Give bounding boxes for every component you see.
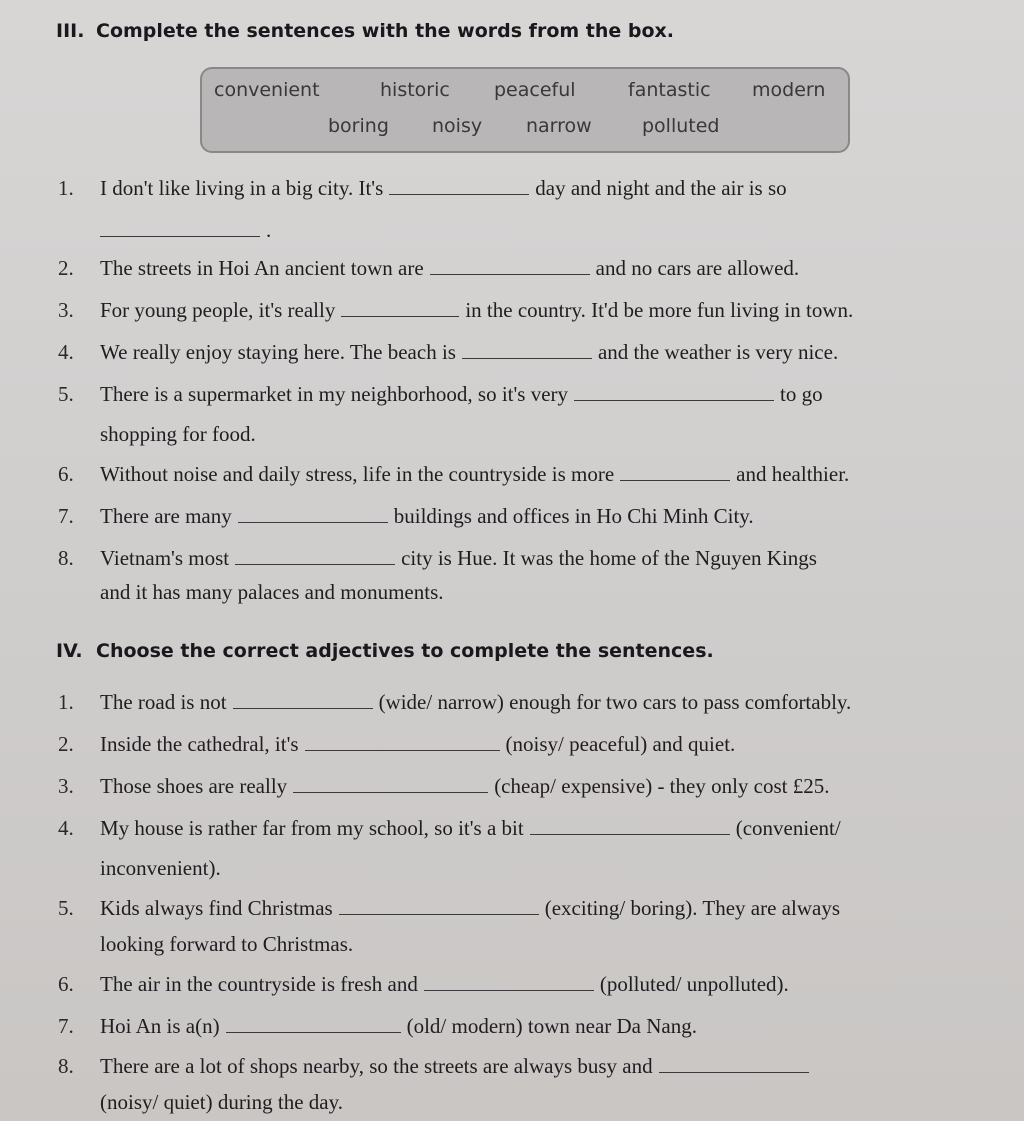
item-text: (polluted/ unpolluted).	[599, 972, 789, 996]
item-text: The streets in Hoi An ancient town are	[100, 256, 424, 280]
item-text: (wide/ narrow) enough for two cars to pass comfortably.	[378, 690, 852, 714]
item-text: Those shoes are really	[100, 774, 288, 798]
answer-blank[interactable]	[430, 258, 590, 275]
exercise-3-item	[58, 496, 1002, 536]
item-text: (convenient/	[735, 816, 841, 840]
item-number: 4.	[58, 340, 74, 364]
answer-blank[interactable]	[620, 464, 730, 481]
answer-blank[interactable]	[659, 1056, 809, 1073]
item-continuation: (noisy/ quiet) during the day.	[100, 1090, 344, 1114]
item-number: 2.	[58, 732, 74, 756]
item-text: to go	[780, 382, 823, 406]
item-continuation: inconvenient).	[100, 856, 221, 880]
item-number: 5.	[58, 382, 74, 406]
item-number: 4.	[58, 816, 74, 840]
word-box-word: convenient	[214, 79, 320, 101]
answer-blank[interactable]	[226, 1016, 401, 1033]
item-text: Kids always find Christmas	[100, 896, 333, 920]
item-text: For young people, it's really	[100, 298, 336, 322]
word-box-word: peaceful	[494, 79, 576, 101]
item-text: (old/ modern) town near Da Nang.	[406, 1014, 697, 1038]
exercise-4-item	[58, 724, 1002, 764]
item-text: I don't like living in a big city. It's	[100, 176, 384, 200]
item-continuation: looking forward to Christmas.	[100, 932, 354, 956]
exercise-3-item	[58, 248, 1002, 288]
item-number: 1.	[58, 176, 74, 200]
item-text: Hoi An is a(n)	[100, 1014, 220, 1038]
item-text: The road is not	[100, 690, 227, 714]
item-number: 3.	[58, 774, 74, 798]
item-text: and no cars are allowed.	[595, 256, 800, 280]
item-text: There is a supermarket in my neighborhood, so it's very	[100, 382, 569, 406]
item-number: 3.	[58, 298, 74, 322]
item-text: and healthier.	[736, 462, 850, 486]
item-text: My house is rather far from my school, so it's a bit	[100, 816, 524, 840]
word-box	[200, 67, 850, 153]
word-box-word: modern	[752, 79, 826, 101]
item-number: 6.	[58, 972, 74, 996]
answer-blank[interactable]	[305, 734, 500, 751]
answer-blank[interactable]	[339, 898, 539, 915]
exercise-4-item	[58, 1046, 1002, 1086]
item-number: 5.	[58, 896, 74, 920]
answer-blank[interactable]	[574, 384, 774, 401]
item-text: The air in the countryside is fresh and	[100, 972, 418, 996]
item-text: in the country. It'd be more fun living in town.	[465, 298, 854, 322]
item-continuation: shopping for food.	[100, 422, 256, 446]
item-text: buildings and offices in Ho Chi Minh City.	[393, 504, 754, 528]
item-continuation: and it has many palaces and monuments.	[100, 580, 444, 604]
item-number: 7.	[58, 1014, 74, 1038]
item-text: .	[266, 218, 272, 242]
item-text: (cheap/ expensive) - they only cost £25.	[494, 774, 830, 798]
answer-blank[interactable]	[235, 548, 395, 565]
item-number: 7.	[58, 504, 74, 528]
exercise-4-item	[58, 808, 1002, 848]
section-4-number: IV.	[56, 640, 83, 662]
exercise-3-item	[58, 538, 1002, 578]
item-text: Inside the cathedral, it's	[100, 732, 299, 756]
exercise-3-item	[58, 168, 1002, 208]
answer-blank[interactable]	[293, 776, 488, 793]
item-text: (exciting/ boring). They are always	[544, 896, 840, 920]
exercise-4-item	[58, 1006, 1002, 1046]
answer-blank[interactable]	[530, 818, 730, 835]
exercise-3-item	[58, 290, 1002, 330]
section-3-heading	[56, 20, 674, 42]
item-text: city is Hue. It was the home of the Nguyen Kings	[401, 546, 817, 570]
item-text: There are many	[100, 504, 232, 528]
word-box-word: historic	[380, 79, 450, 101]
answer-blank[interactable]	[462, 342, 592, 359]
item-text: day and night and the air is so	[535, 176, 787, 200]
exercise-3-item-continuation	[100, 210, 1002, 250]
exercise-3-item	[58, 454, 1002, 494]
section-4-heading	[56, 640, 714, 662]
exercise-4-item	[58, 682, 1002, 722]
exercise-4-item	[58, 766, 1002, 806]
answer-blank[interactable]	[389, 178, 529, 195]
section-4-title: Choose the correct adjectives to complete the sentences.	[96, 640, 714, 662]
item-text: There are a lot of shops nearby, so the streets are always busy and	[100, 1054, 653, 1078]
item-text: and the weather is very nice.	[597, 340, 839, 364]
exercise-4-item	[58, 888, 1002, 928]
word-box-word: boring	[328, 115, 389, 137]
exercise-3-item	[58, 374, 1002, 414]
item-number: 8.	[58, 1054, 74, 1078]
section-3-number: III.	[56, 20, 85, 42]
item-text: (noisy/ peaceful) and quiet.	[505, 732, 736, 756]
item-text: Vietnam's most	[100, 546, 230, 570]
exercise-3-item	[58, 332, 1002, 372]
word-box-word: noisy	[432, 115, 483, 137]
item-text: Without noise and daily stress, life in the countryside is more	[100, 462, 615, 486]
item-number: 1.	[58, 690, 74, 714]
item-number: 2.	[58, 256, 74, 280]
word-box-word: narrow	[526, 115, 592, 137]
answer-blank[interactable]	[100, 220, 260, 237]
item-number: 8.	[58, 546, 74, 570]
word-box-word: fantastic	[628, 79, 711, 101]
exercise-4-item	[58, 964, 1002, 1004]
item-text: We really enjoy staying here. The beach is	[100, 340, 456, 364]
word-box-word: polluted	[642, 115, 720, 137]
answer-blank[interactable]	[233, 692, 373, 709]
section-3-title: Complete the sentences with the words from the box.	[96, 20, 675, 42]
answer-blank[interactable]	[238, 506, 388, 523]
item-number: 6.	[58, 462, 74, 486]
answer-blank[interactable]	[424, 974, 594, 991]
answer-blank[interactable]	[341, 300, 459, 317]
